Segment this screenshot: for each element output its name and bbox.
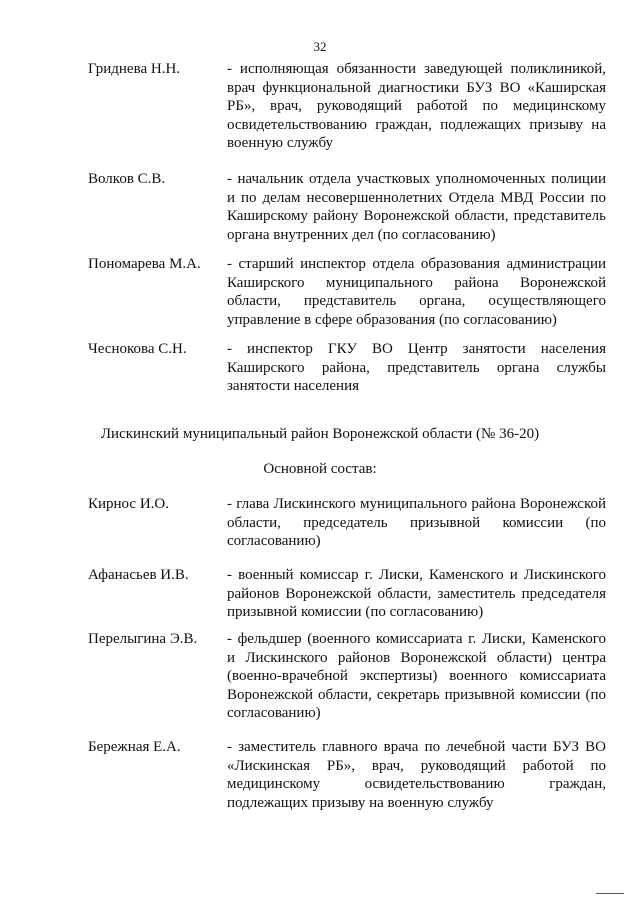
- member-name: Афанасьев И.В.: [88, 567, 189, 583]
- scan-corner-mark: [596, 893, 624, 894]
- member-description: - начальник отдела участковых уполномоченных полиции и по делам несовершеннолетних Отдела МВД России по Каширскому району Воронежской области, представитель органа внутренних дел (по согласованию): [227, 171, 606, 243]
- member-description: - глава Лискинского муниципального района Воронежской области, председатель призывной комиссии (по согласованию): [227, 496, 606, 550]
- member-description: - военный комиссар г. Лиски, Каменского и Лискинского районов Воронежской области, заместитель председателя призывной комиссии (по согласованию): [227, 567, 606, 621]
- district-heading: Лискинский муниципальный район Воронежской области (№ 36-20): [100, 426, 540, 442]
- member-name: Бережная Е.А.: [88, 739, 181, 755]
- member-description: - фельдшер (военного комиссариата г. Лиски, Каменского и Лискинского районов Воронежской области) центра (военно-врачебной экспертизы) военного комиссариата Воронежской области, секретарь призывной комиссии (по согласованию): [227, 631, 606, 722]
- member-description: - заместитель главного врача по лечебной части БУЗ ВО «Лискинская РБ», врач, руководящий работой по медицинскому освидетельствованию граждан, подлежащих призыву на военную службу: [227, 739, 606, 811]
- member-name: Кирнос И.О.: [88, 496, 170, 512]
- member-description: - старший инспектор отдела образования администрации Каширского муниципального района Воронежской области, представитель органа, осуществляющего управление в сфере образования (по согласованию): [227, 256, 606, 328]
- member-name: Чеснокова С.Н.: [88, 341, 187, 357]
- member-name: Гриднева Н.Н.: [88, 61, 181, 77]
- member-name: Перелыгина Э.В.: [88, 631, 198, 647]
- member-name: Волков С.В.: [88, 171, 166, 187]
- page-number: 32: [313, 39, 327, 54]
- member-description: - исполняющая обязанности заведующей поликлиникой, врач функциональной диагностики БУЗ ВО «Каширская РБ», врач, руководящий работой по медицинскому освидетельствованию граждан, подлежащих призыву на военную службу: [227, 61, 606, 152]
- member-description: - инспектор ГКУ ВО Центр занятости населения Каширского района, представитель органа службы занятости населения: [227, 341, 606, 395]
- member-name: Пономарева М.А.: [88, 256, 201, 272]
- composition-heading: Основной состав:: [263, 461, 377, 477]
